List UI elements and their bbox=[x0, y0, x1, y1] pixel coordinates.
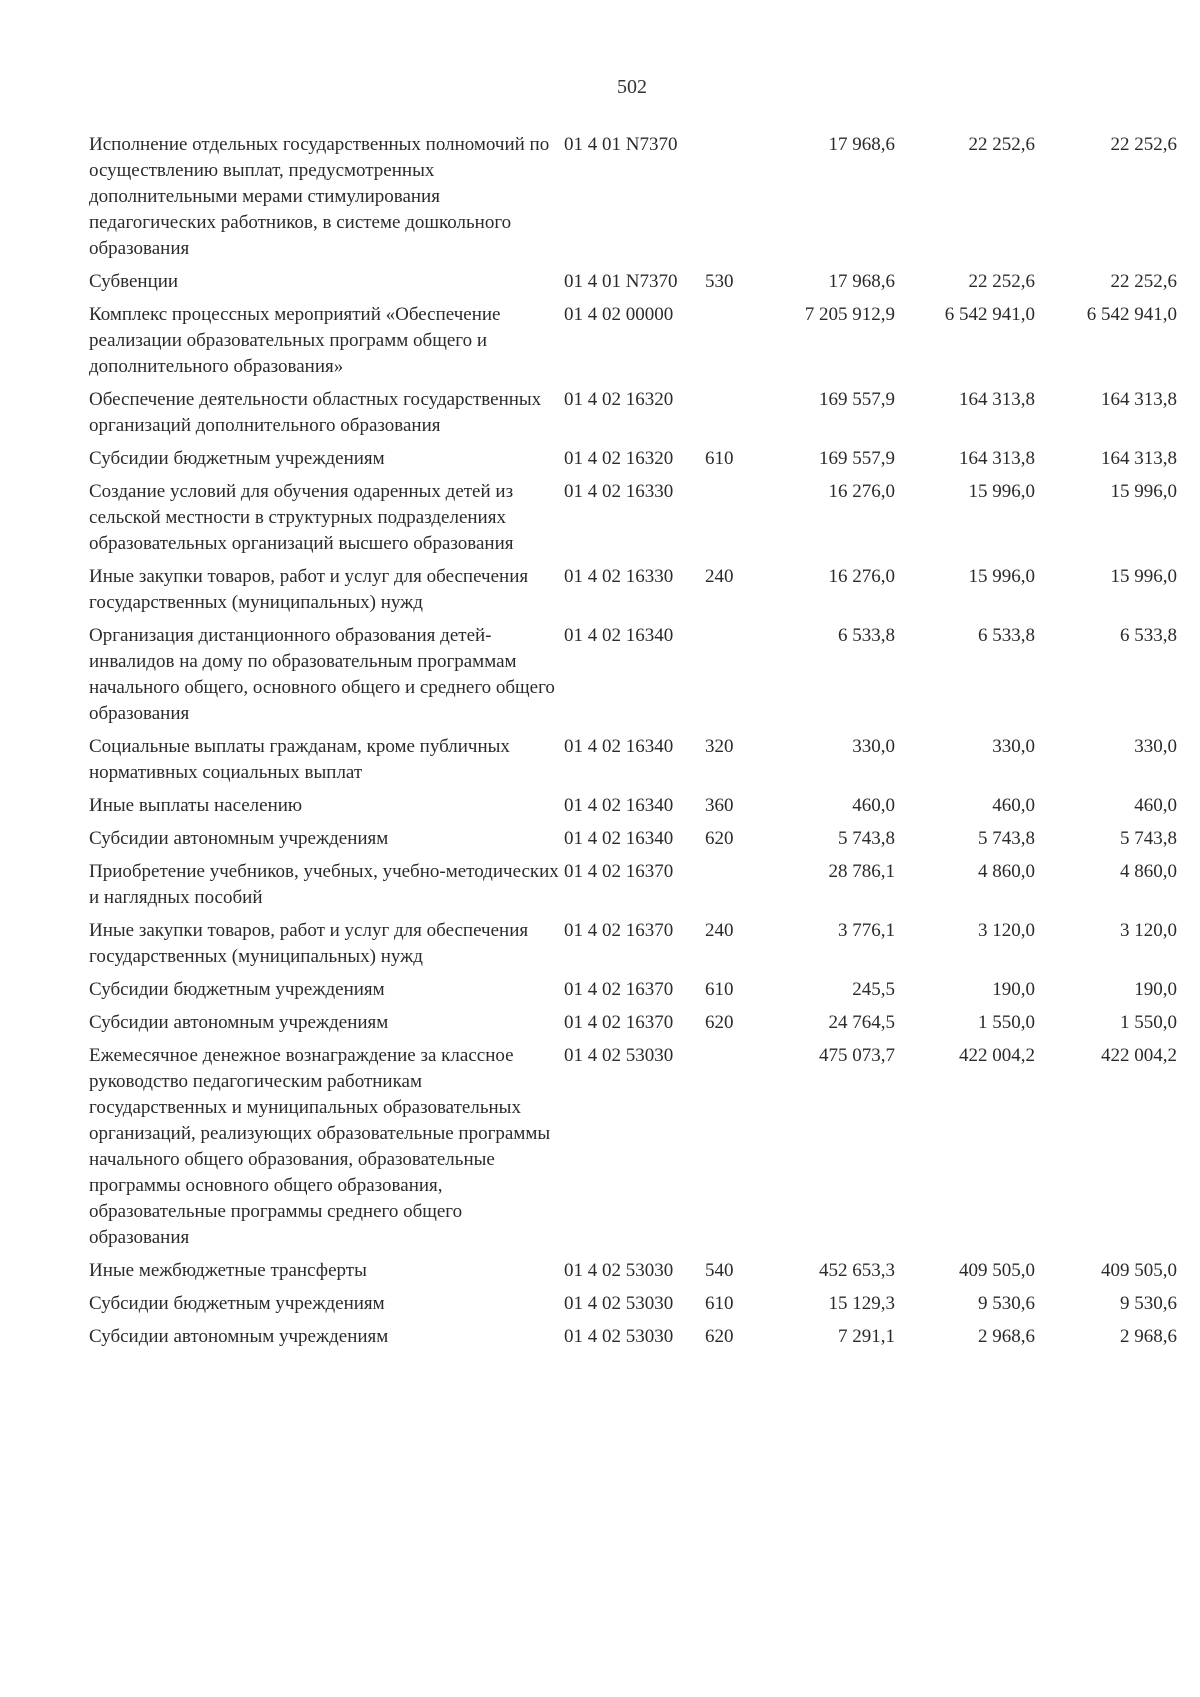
row-value-3: 164 313,8 bbox=[1101, 448, 1177, 469]
row-value-1: 169 557,9 bbox=[819, 448, 895, 469]
row-value-2: 9 530,6 bbox=[978, 1293, 1035, 1314]
row-value-1: 6 533,8 bbox=[838, 625, 895, 646]
row-code: 01 4 02 16370 bbox=[564, 861, 674, 882]
row-expense-type: 240 bbox=[705, 920, 734, 941]
row-code: 01 4 02 16330 bbox=[564, 566, 674, 587]
row-expense-type bbox=[705, 1043, 756, 1258]
row-value-3: 4 860,0 bbox=[1120, 861, 1177, 882]
row-name: Субсидии бюджетным учреждениям bbox=[89, 979, 385, 1000]
row-code: 01 4 01 N7370 bbox=[564, 271, 678, 292]
row-value-1: 245,5 bbox=[852, 979, 895, 1000]
row-name: Создание условий для обучения одаренных детей из сельской местности в структурных подразделениях образовательных организаций высшего образования bbox=[89, 481, 514, 554]
row-value-1: 169 557,9 bbox=[819, 389, 895, 410]
row-value-2: 15 996,0 bbox=[968, 566, 1035, 587]
row-name: Приобретение учебников, учебных, учебно-методических и наглядных пособий bbox=[89, 861, 559, 908]
budget-table-body bbox=[89, 132, 1177, 1357]
row-code: 01 4 02 16370 bbox=[564, 1012, 674, 1033]
table-row bbox=[89, 1010, 1177, 1043]
row-value-3: 6 542 941,0 bbox=[1086, 304, 1177, 325]
table-row bbox=[89, 623, 1177, 734]
row-expense-type bbox=[705, 132, 756, 269]
row-name: Субсидии автономным учреждениям bbox=[89, 1326, 389, 1347]
table-row bbox=[89, 132, 1177, 269]
row-name: Субсидии автономным учреждениям bbox=[89, 828, 389, 849]
row-value-2: 4 860,0 bbox=[978, 861, 1035, 882]
row-code: 01 4 02 53030 bbox=[564, 1260, 674, 1281]
row-value-2: 164 313,8 bbox=[959, 389, 1035, 410]
row-value-2: 2 968,6 bbox=[978, 1326, 1035, 1347]
row-value-1: 28 786,1 bbox=[828, 861, 895, 882]
row-value-3: 164 313,8 bbox=[1101, 389, 1177, 410]
row-value-3: 22 252,6 bbox=[1110, 271, 1177, 292]
row-code: 01 4 02 16320 bbox=[564, 448, 674, 469]
table-row bbox=[89, 1291, 1177, 1324]
row-code: 01 4 02 16320 bbox=[564, 389, 674, 410]
row-name: Комплекс процессных мероприятий «Обеспечение реализации образовательных программ общего и дополнительного образования» bbox=[89, 304, 501, 377]
row-value-1: 3 776,1 bbox=[838, 920, 895, 941]
row-value-3: 15 996,0 bbox=[1110, 566, 1177, 587]
row-expense-type bbox=[705, 479, 756, 564]
row-expense-type: 320 bbox=[705, 736, 734, 757]
row-value-2: 409 505,0 bbox=[959, 1260, 1035, 1281]
row-value-1: 330,0 bbox=[852, 736, 895, 757]
row-value-2: 330,0 bbox=[992, 736, 1035, 757]
row-value-1: 16 276,0 bbox=[828, 481, 895, 502]
row-value-2: 1 550,0 bbox=[978, 1012, 1035, 1033]
row-code: 01 4 02 16330 bbox=[564, 481, 674, 502]
row-value-3: 2 968,6 bbox=[1120, 1326, 1177, 1347]
row-value-3: 5 743,8 bbox=[1120, 828, 1177, 849]
row-value-1: 452 653,3 bbox=[819, 1260, 895, 1281]
row-code: 01 4 02 16340 bbox=[564, 736, 674, 757]
row-value-1: 475 073,7 bbox=[819, 1045, 895, 1066]
row-value-3: 3 120,0 bbox=[1120, 920, 1177, 941]
row-name: Иные закупки товаров, работ и услуг для обеспечения государственных (муниципальных) нужд bbox=[89, 566, 529, 613]
row-value-1: 5 743,8 bbox=[838, 828, 895, 849]
row-value-3: 15 996,0 bbox=[1110, 481, 1177, 502]
table-row bbox=[89, 918, 1177, 977]
row-code: 01 4 02 16340 bbox=[564, 828, 674, 849]
row-value-1: 7 291,1 bbox=[838, 1326, 895, 1347]
row-value-3: 22 252,6 bbox=[1110, 134, 1177, 155]
row-name: Иные выплаты населению bbox=[89, 795, 303, 816]
row-code: 01 4 02 16370 bbox=[564, 979, 674, 1000]
page-number: 502 bbox=[617, 76, 647, 98]
budget-table bbox=[89, 132, 1177, 1357]
row-expense-type: 620 bbox=[705, 1012, 734, 1033]
row-name: Обеспечение деятельности областных государственных организаций дополнительного образования bbox=[89, 389, 542, 436]
row-expense-type: 610 bbox=[705, 979, 734, 1000]
row-code: 01 4 02 53030 bbox=[564, 1045, 674, 1066]
table-row bbox=[89, 1043, 1177, 1258]
table-row bbox=[89, 446, 1177, 479]
row-name: Субсидии бюджетным учреждениям bbox=[89, 1293, 385, 1314]
row-value-3: 190,0 bbox=[1134, 979, 1177, 1000]
row-name: Социальные выплаты гражданам, кроме публичных нормативных социальных выплат bbox=[89, 736, 510, 783]
row-code: 01 4 01 N7370 bbox=[564, 134, 678, 155]
row-expense-type: 360 bbox=[705, 795, 734, 816]
row-expense-type: 610 bbox=[705, 448, 734, 469]
table-row bbox=[89, 793, 1177, 826]
row-name: Субвенции bbox=[89, 271, 179, 292]
row-code: 01 4 02 16340 bbox=[564, 625, 674, 646]
row-value-2: 460,0 bbox=[992, 795, 1035, 816]
row-value-3: 1 550,0 bbox=[1120, 1012, 1177, 1033]
table-row bbox=[89, 859, 1177, 918]
row-name: Иные межбюджетные трансферты bbox=[89, 1260, 367, 1281]
row-expense-type: 620 bbox=[705, 1326, 734, 1347]
row-value-2: 5 743,8 bbox=[978, 828, 1035, 849]
row-expense-type: 610 bbox=[705, 1293, 734, 1314]
table-row bbox=[89, 302, 1177, 387]
row-name: Организация дистанционного образования детей-инвалидов на дому по образовательным программам начального общего, основного общего и среднего общего образования bbox=[89, 625, 555, 724]
row-value-1: 15 129,3 bbox=[828, 1293, 895, 1314]
table-row bbox=[89, 977, 1177, 1010]
row-code: 01 4 02 16340 bbox=[564, 795, 674, 816]
row-value-3: 9 530,6 bbox=[1120, 1293, 1177, 1314]
row-value-1: 7 205 912,9 bbox=[804, 304, 895, 325]
row-name: Исполнение отдельных государственных полномочий по осуществлению выплат, предусмотренных дополнительными мерами стимулирования педагогических работников, в системе дошкольного образования bbox=[89, 134, 550, 259]
table-row bbox=[89, 564, 1177, 623]
row-value-3: 330,0 bbox=[1134, 736, 1177, 757]
row-value-1: 24 764,5 bbox=[828, 1012, 895, 1033]
row-expense-type: 240 bbox=[705, 566, 734, 587]
table-row bbox=[89, 387, 1177, 446]
row-expense-type: 530 bbox=[705, 271, 734, 292]
row-name: Ежемесячное денежное вознаграждение за классное руководство педагогическим работникам государственных и муниципальных образовательных организаций, реализующих образовательные программы начального общего образования, образовательные программы основного общего образования, образовательные программы среднего общего образования bbox=[89, 1045, 551, 1248]
row-value-2: 22 252,6 bbox=[968, 134, 1035, 155]
table-row bbox=[89, 826, 1177, 859]
row-value-2: 6 542 941,0 bbox=[944, 304, 1035, 325]
row-name: Субсидии автономным учреждениям bbox=[89, 1012, 389, 1033]
row-expense-type: 620 bbox=[705, 828, 734, 849]
row-value-3: 6 533,8 bbox=[1120, 625, 1177, 646]
row-expense-type bbox=[705, 859, 756, 918]
row-code: 01 4 02 00000 bbox=[564, 304, 674, 325]
row-name: Иные закупки товаров, работ и услуг для обеспечения государственных (муниципальных) нужд bbox=[89, 920, 529, 967]
table-row bbox=[89, 479, 1177, 564]
row-expense-type bbox=[705, 302, 756, 387]
row-value-3: 460,0 bbox=[1134, 795, 1177, 816]
row-value-3: 409 505,0 bbox=[1101, 1260, 1177, 1281]
table-row bbox=[89, 269, 1177, 302]
table-row bbox=[89, 1324, 1177, 1357]
row-value-2: 15 996,0 bbox=[968, 481, 1035, 502]
row-name: Субсидии бюджетным учреждениям bbox=[89, 448, 385, 469]
row-code: 01 4 02 53030 bbox=[564, 1293, 674, 1314]
table-row bbox=[89, 734, 1177, 793]
row-value-1: 460,0 bbox=[852, 795, 895, 816]
row-value-3: 422 004,2 bbox=[1101, 1045, 1177, 1066]
row-value-1: 16 276,0 bbox=[828, 566, 895, 587]
row-expense-type: 540 bbox=[705, 1260, 734, 1281]
row-expense-type bbox=[705, 387, 756, 446]
table-row bbox=[89, 1258, 1177, 1291]
row-value-2: 3 120,0 bbox=[978, 920, 1035, 941]
row-value-2: 6 533,8 bbox=[978, 625, 1035, 646]
row-value-1: 17 968,6 bbox=[828, 134, 895, 155]
row-value-1: 17 968,6 bbox=[828, 271, 895, 292]
row-value-2: 422 004,2 bbox=[959, 1045, 1035, 1066]
row-value-2: 190,0 bbox=[992, 979, 1035, 1000]
row-value-2: 22 252,6 bbox=[968, 271, 1035, 292]
row-code: 01 4 02 16370 bbox=[564, 920, 674, 941]
row-value-2: 164 313,8 bbox=[959, 448, 1035, 469]
row-code: 01 4 02 53030 bbox=[564, 1326, 674, 1347]
row-expense-type bbox=[705, 623, 756, 734]
